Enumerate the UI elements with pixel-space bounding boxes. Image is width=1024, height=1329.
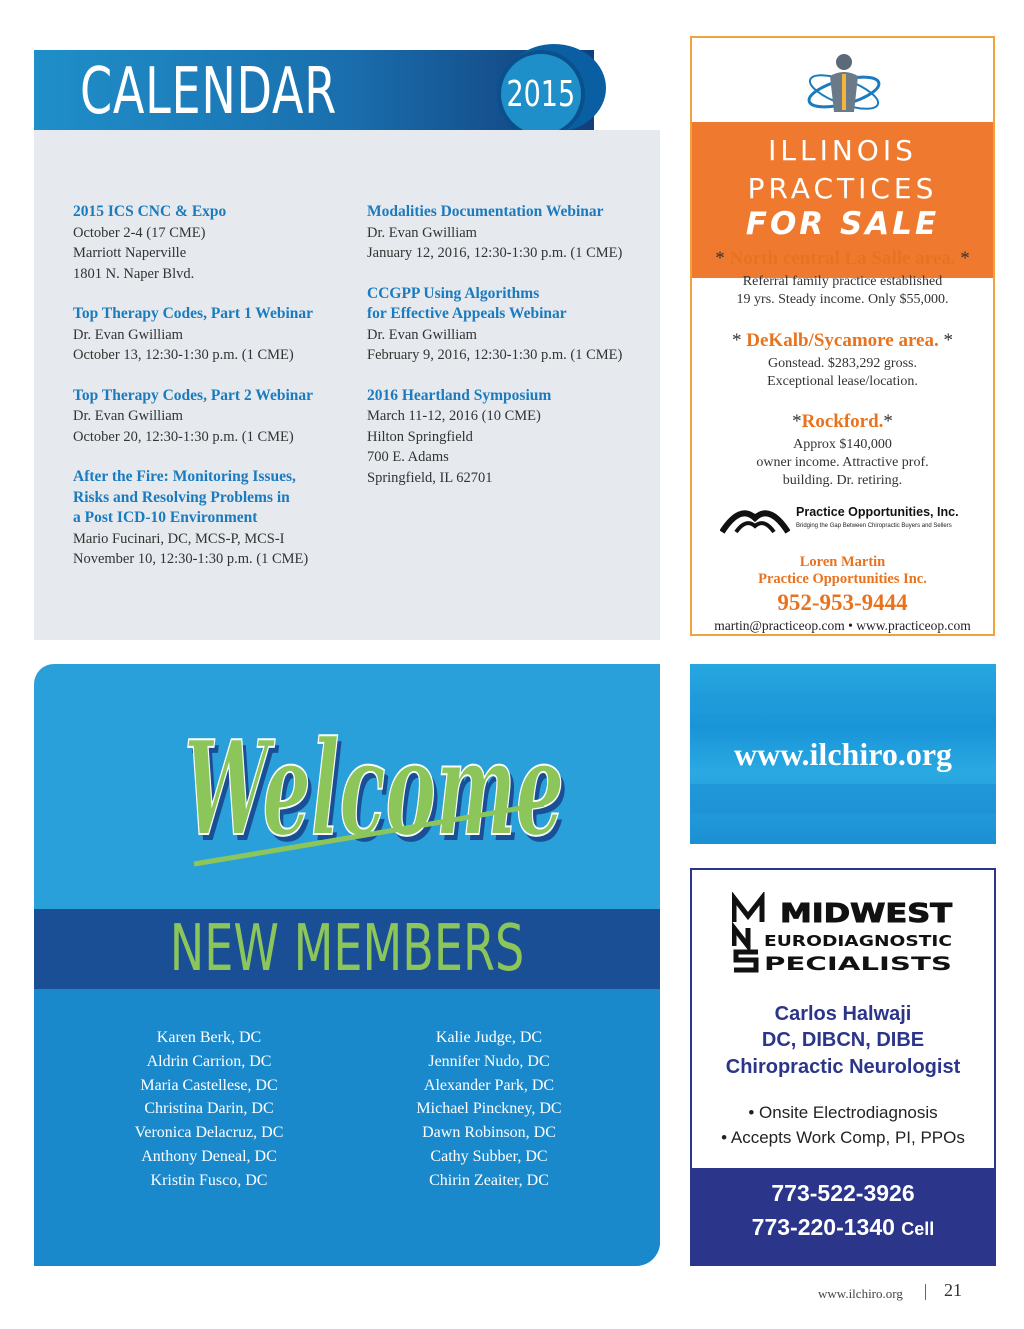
- calendar-event: [73, 202, 313, 284]
- members-right-column: [359, 1026, 619, 1193]
- practices-heading-for-sale: FOR SALE: [745, 206, 940, 242]
- listing-dekalb-name: DeKalb/Sycamore area.: [746, 330, 939, 351]
- welcome-script-shadow: Welcome: [188, 718, 568, 871]
- event-title: 2015 ICS CNC & Expo: [73, 203, 227, 220]
- listing-lasalle-line1: Referral family practice established: [742, 274, 943, 289]
- event-detail: Dr. Evan Gwilliam: [367, 224, 477, 241]
- calendar-event: [73, 467, 313, 570]
- doctor-role: Chiropractic Neurologist: [725, 1056, 961, 1078]
- calendar-event: [367, 284, 622, 366]
- member-name: Kalie Judge, DC: [435, 1029, 543, 1046]
- event-detail: January 12, 2016, 12:30-1:30 p.m. (1 CME): [367, 245, 623, 261]
- phone-cell-label: Cell: [901, 1219, 935, 1239]
- member-name: Dawn Robinson, DC: [422, 1124, 556, 1142]
- star-mark: *: [960, 248, 970, 269]
- listing-dekalb-line2: Exceptional lease/location.: [767, 374, 918, 389]
- event-detail: Dr. Evan Gwilliam: [367, 326, 477, 343]
- calendar-year: 2015: [506, 73, 576, 115]
- practices-heading-illinois: ILLINOIS: [768, 134, 917, 167]
- practice-opportunities-logo-tagline: Bridging the Gap Between Chiropractic Buyers and Sellers: [796, 523, 952, 529]
- member-name: Maria Castellese, DC: [140, 1076, 278, 1094]
- calendar-panel: [34, 130, 660, 640]
- listing-dekalb-line1: Gonstead. $283,292 gross.: [768, 356, 917, 371]
- event-title: CCGPP Using Algorithms: [367, 284, 540, 302]
- event-detail: 700 E. Adams: [367, 449, 449, 465]
- page-number: 21: [944, 1280, 962, 1300]
- new-members-heading: NEW MEMBERS: [169, 912, 525, 986]
- star-mark: *: [883, 411, 893, 432]
- star-mark: *: [943, 330, 953, 351]
- member-name: Michael Pinckney, DC: [416, 1100, 562, 1118]
- practices-for-sale-ad: [690, 36, 995, 636]
- contact-name: Loren Martin: [799, 554, 886, 570]
- event-detail: 1801 N. Naper Blvd.: [73, 265, 195, 282]
- member-name: Alexander Park, DC: [423, 1076, 555, 1094]
- contact-company: Practice Opportunities Inc.: [758, 571, 927, 587]
- spine-figure-icon: [804, 50, 884, 120]
- contact-email-web: martin@practiceop.com • www.practiceop.com: [714, 618, 971, 633]
- calendar-event: [73, 386, 313, 448]
- service-bullet-electrodiagnosis: • Onsite Electrodiagnosis: [748, 1103, 938, 1122]
- listing-rockford-line1: Approx $140,000: [793, 437, 892, 452]
- event-detail: October 13, 12:30-1:30 p.m. (1 CME): [73, 347, 294, 363]
- listing-dekalb-title: [692, 330, 993, 352]
- calendar-event: [73, 304, 313, 366]
- doctor-credentials: DC, DIBCN, DIBE: [761, 1029, 925, 1051]
- practice-opportunities-logo-name: Practice Opportunities, Inc.: [796, 505, 959, 519]
- event-title: Top Therapy Codes, Part 1 Webinar: [73, 305, 314, 322]
- event-title: After the Fire: Monitoring Issues,: [73, 468, 296, 485]
- event-detail: November 10, 12:30-1:30 p.m. (1 CME): [73, 551, 309, 567]
- member-name: Kristin Fusco, DC: [150, 1171, 268, 1189]
- listing-rockford-line2: owner income. Attractive prof.: [756, 455, 929, 470]
- event-title: Modalities Documentation Webinar: [367, 203, 604, 220]
- event-title: Risks and Resolving Problems in: [73, 488, 290, 506]
- star-mark: *: [715, 248, 725, 269]
- star-mark: *: [732, 330, 742, 351]
- calendar-left-column: [73, 202, 313, 590]
- event-detail: Hilton Springfield: [367, 428, 473, 445]
- midwest-logo-line2: EURODIAGNOSTIC: [764, 932, 952, 950]
- member-name: Chirin Zeaiter, DC: [429, 1171, 549, 1189]
- midwest-neurodiagnostic-ad: [690, 868, 996, 1266]
- doctor-name: Carlos Halwaji: [774, 1003, 912, 1025]
- footer-url[interactable]: www.ilchiro.org: [818, 1286, 903, 1301]
- member-name: Christina Darin, DC: [144, 1100, 274, 1118]
- service-bullet-insurance: • Accepts Work Comp, PI, PPOs: [721, 1128, 965, 1147]
- event-detail: Springfield, IL 62701: [367, 469, 493, 486]
- welcome-script-graphic: [174, 684, 574, 894]
- listing-lasalle-line2: 19 yrs. Steady income. Only $55,000.: [736, 292, 949, 307]
- event-title: a Post ICD-10 Environment: [73, 509, 258, 526]
- member-name: Aldrin Carrion, DC: [146, 1052, 272, 1070]
- footer-divider: [925, 1284, 926, 1300]
- calendar-year-badge: [497, 50, 585, 138]
- listing-lasalle-name: North central La Salle area.: [729, 248, 956, 269]
- calendar-event: [367, 202, 622, 264]
- member-name: Anthony Deneal, DC: [141, 1147, 277, 1165]
- phone-cell: 773-220-1340: [751, 1214, 895, 1240]
- event-detail: Mario Fucinari, DC, MCS-P, MCS-I: [73, 530, 285, 547]
- practices-heading-practices: PRACTICES: [747, 172, 938, 205]
- website-url[interactable]: www.ilchiro.org: [733, 736, 953, 772]
- practice-opportunities-logo-icon: [720, 502, 790, 536]
- members-left-column: [79, 1026, 339, 1193]
- contact-phone: 952-953-9444: [777, 590, 908, 615]
- phone-office: 773-522-3926: [771, 1180, 915, 1206]
- event-title: for Effective Appeals Webinar: [367, 305, 567, 322]
- calendar-right-column: [367, 202, 622, 508]
- listing-lasalle-title: [692, 248, 993, 270]
- member-name: Cathy Subber, DC: [430, 1147, 548, 1165]
- midwest-logo-line1: MIDWEST: [780, 899, 953, 929]
- midwest-logo-icon: [732, 892, 958, 976]
- midwest-logo-line3: PECIALISTS: [764, 953, 952, 975]
- event-detail: Marriott Naperville: [73, 245, 187, 261]
- welcome-script-word: Welcome: [184, 712, 564, 865]
- member-name: Veronica Delacruz, DC: [134, 1124, 284, 1142]
- calendar-event: [367, 386, 622, 489]
- website-banner: [690, 664, 996, 844]
- event-detail: October 20, 12:30-1:30 p.m. (1 CME): [73, 428, 294, 445]
- event-detail: October 2-4 (17 CME): [73, 224, 206, 241]
- welcome-new-members-panel: [34, 664, 660, 1266]
- star-mark: *: [792, 411, 802, 432]
- calendar-title: CALENDAR: [80, 55, 337, 129]
- event-detail: March 11-12, 2016 (10 CME): [367, 408, 541, 424]
- listing-rockford-name: Rockford.: [801, 411, 884, 432]
- listing-rockford-line3: building. Dr. retiring.: [782, 473, 903, 488]
- event-title: 2016 Heartland Symposium: [367, 386, 552, 404]
- member-name: Jennifer Nudo, DC: [428, 1052, 550, 1070]
- phone-panel: [692, 1168, 994, 1264]
- phone-cell-line: [692, 1214, 994, 1241]
- member-name: Karen Berk, DC: [156, 1029, 262, 1046]
- event-detail: Dr. Evan Gwilliam: [73, 408, 183, 424]
- event-detail: February 9, 2016, 12:30-1:30 p.m. (1 CME): [367, 347, 623, 363]
- event-detail: Dr. Evan Gwilliam: [73, 326, 183, 343]
- event-title: Top Therapy Codes, Part 2 Webinar: [73, 386, 314, 404]
- listing-rockford-title: [692, 411, 993, 433]
